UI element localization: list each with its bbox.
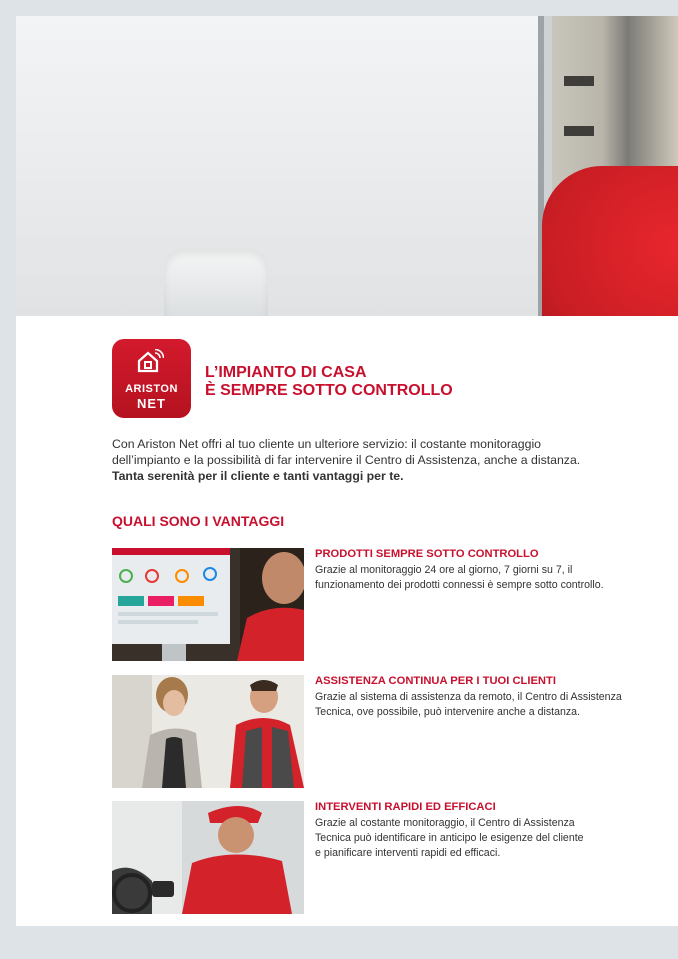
intro-bold-line: Tanta serenità per il cliente e tanti vantaggi per te. bbox=[112, 469, 404, 483]
benefit-title: ASSISTENZA CONTINUA PER I TUOI CLIENTI bbox=[315, 675, 556, 687]
shelf bbox=[564, 126, 594, 136]
benefit-title: INTERVENTI RAPIDI ED EFFICACI bbox=[315, 801, 496, 813]
monitor-screen bbox=[16, 16, 552, 316]
page-bottom-margin bbox=[0, 926, 678, 959]
dashboard-photo bbox=[112, 548, 304, 661]
intro-paragraph bbox=[112, 436, 652, 484]
benefit-text bbox=[315, 690, 655, 720]
shelf bbox=[564, 76, 594, 86]
house-wifi-icon bbox=[136, 349, 164, 373]
assistance-photo bbox=[112, 675, 304, 788]
section-title: QUALI SONO I VANTAGGI bbox=[112, 513, 285, 529]
benefit-text-line: Grazie al monitoraggio 24 ore al giorno, 7 giorni su 7, il bbox=[315, 564, 573, 576]
benefit-text-line: Tecnica può identificare in anticipo le esigenze del cliente bbox=[315, 832, 584, 844]
benefit-text-line: Grazie al sistema di assistenza da remoto, il Centro di Assistenza bbox=[315, 691, 622, 703]
technician-car-photo bbox=[112, 801, 304, 914]
brochure-page bbox=[16, 16, 678, 942]
benefit-text-line: e pianificare interventi rapidi ed efficaci. bbox=[315, 847, 501, 859]
benefit-text-line: Grazie al costante monitoraggio, il Centro di Assistenza bbox=[315, 817, 575, 829]
benefit-text-line: funzionamento dei prodotti connessi è sempre sotto controllo. bbox=[315, 579, 604, 591]
benefit-image-rapid bbox=[112, 801, 304, 914]
benefit-text-line: Tecnica, ove possibile, può intervenire anche a distanza. bbox=[315, 706, 581, 718]
benefit-image-dashboard bbox=[112, 548, 304, 661]
headline-line: L’IMPIANTO DI CASA bbox=[205, 364, 367, 381]
hero-photo bbox=[16, 16, 678, 316]
logo-text-net: NET bbox=[137, 396, 166, 411]
logo-text-ariston: ARISTON bbox=[125, 383, 178, 395]
intro-line: Con Ariston Net offri al tuo cliente un ulteriore servizio: il costante monitoraggio bbox=[112, 437, 542, 451]
headline-line: È SEMPRE SOTTO CONTROLLO bbox=[205, 382, 453, 399]
monitor-stand bbox=[164, 248, 268, 316]
technician-shirt bbox=[542, 166, 678, 316]
headline bbox=[205, 364, 453, 400]
benefit-title: PRODOTTI SEMPRE SOTTO CONTROLLO bbox=[315, 548, 539, 560]
benefit-text bbox=[315, 816, 655, 861]
benefit-image-assistance bbox=[112, 675, 304, 788]
benefit-text bbox=[315, 563, 655, 593]
intro-line: dell’impianto e la possibilità di far intervenire il Centro di Assistenza, anche a distanza. bbox=[112, 453, 581, 467]
ariston-net-logo bbox=[112, 339, 191, 418]
